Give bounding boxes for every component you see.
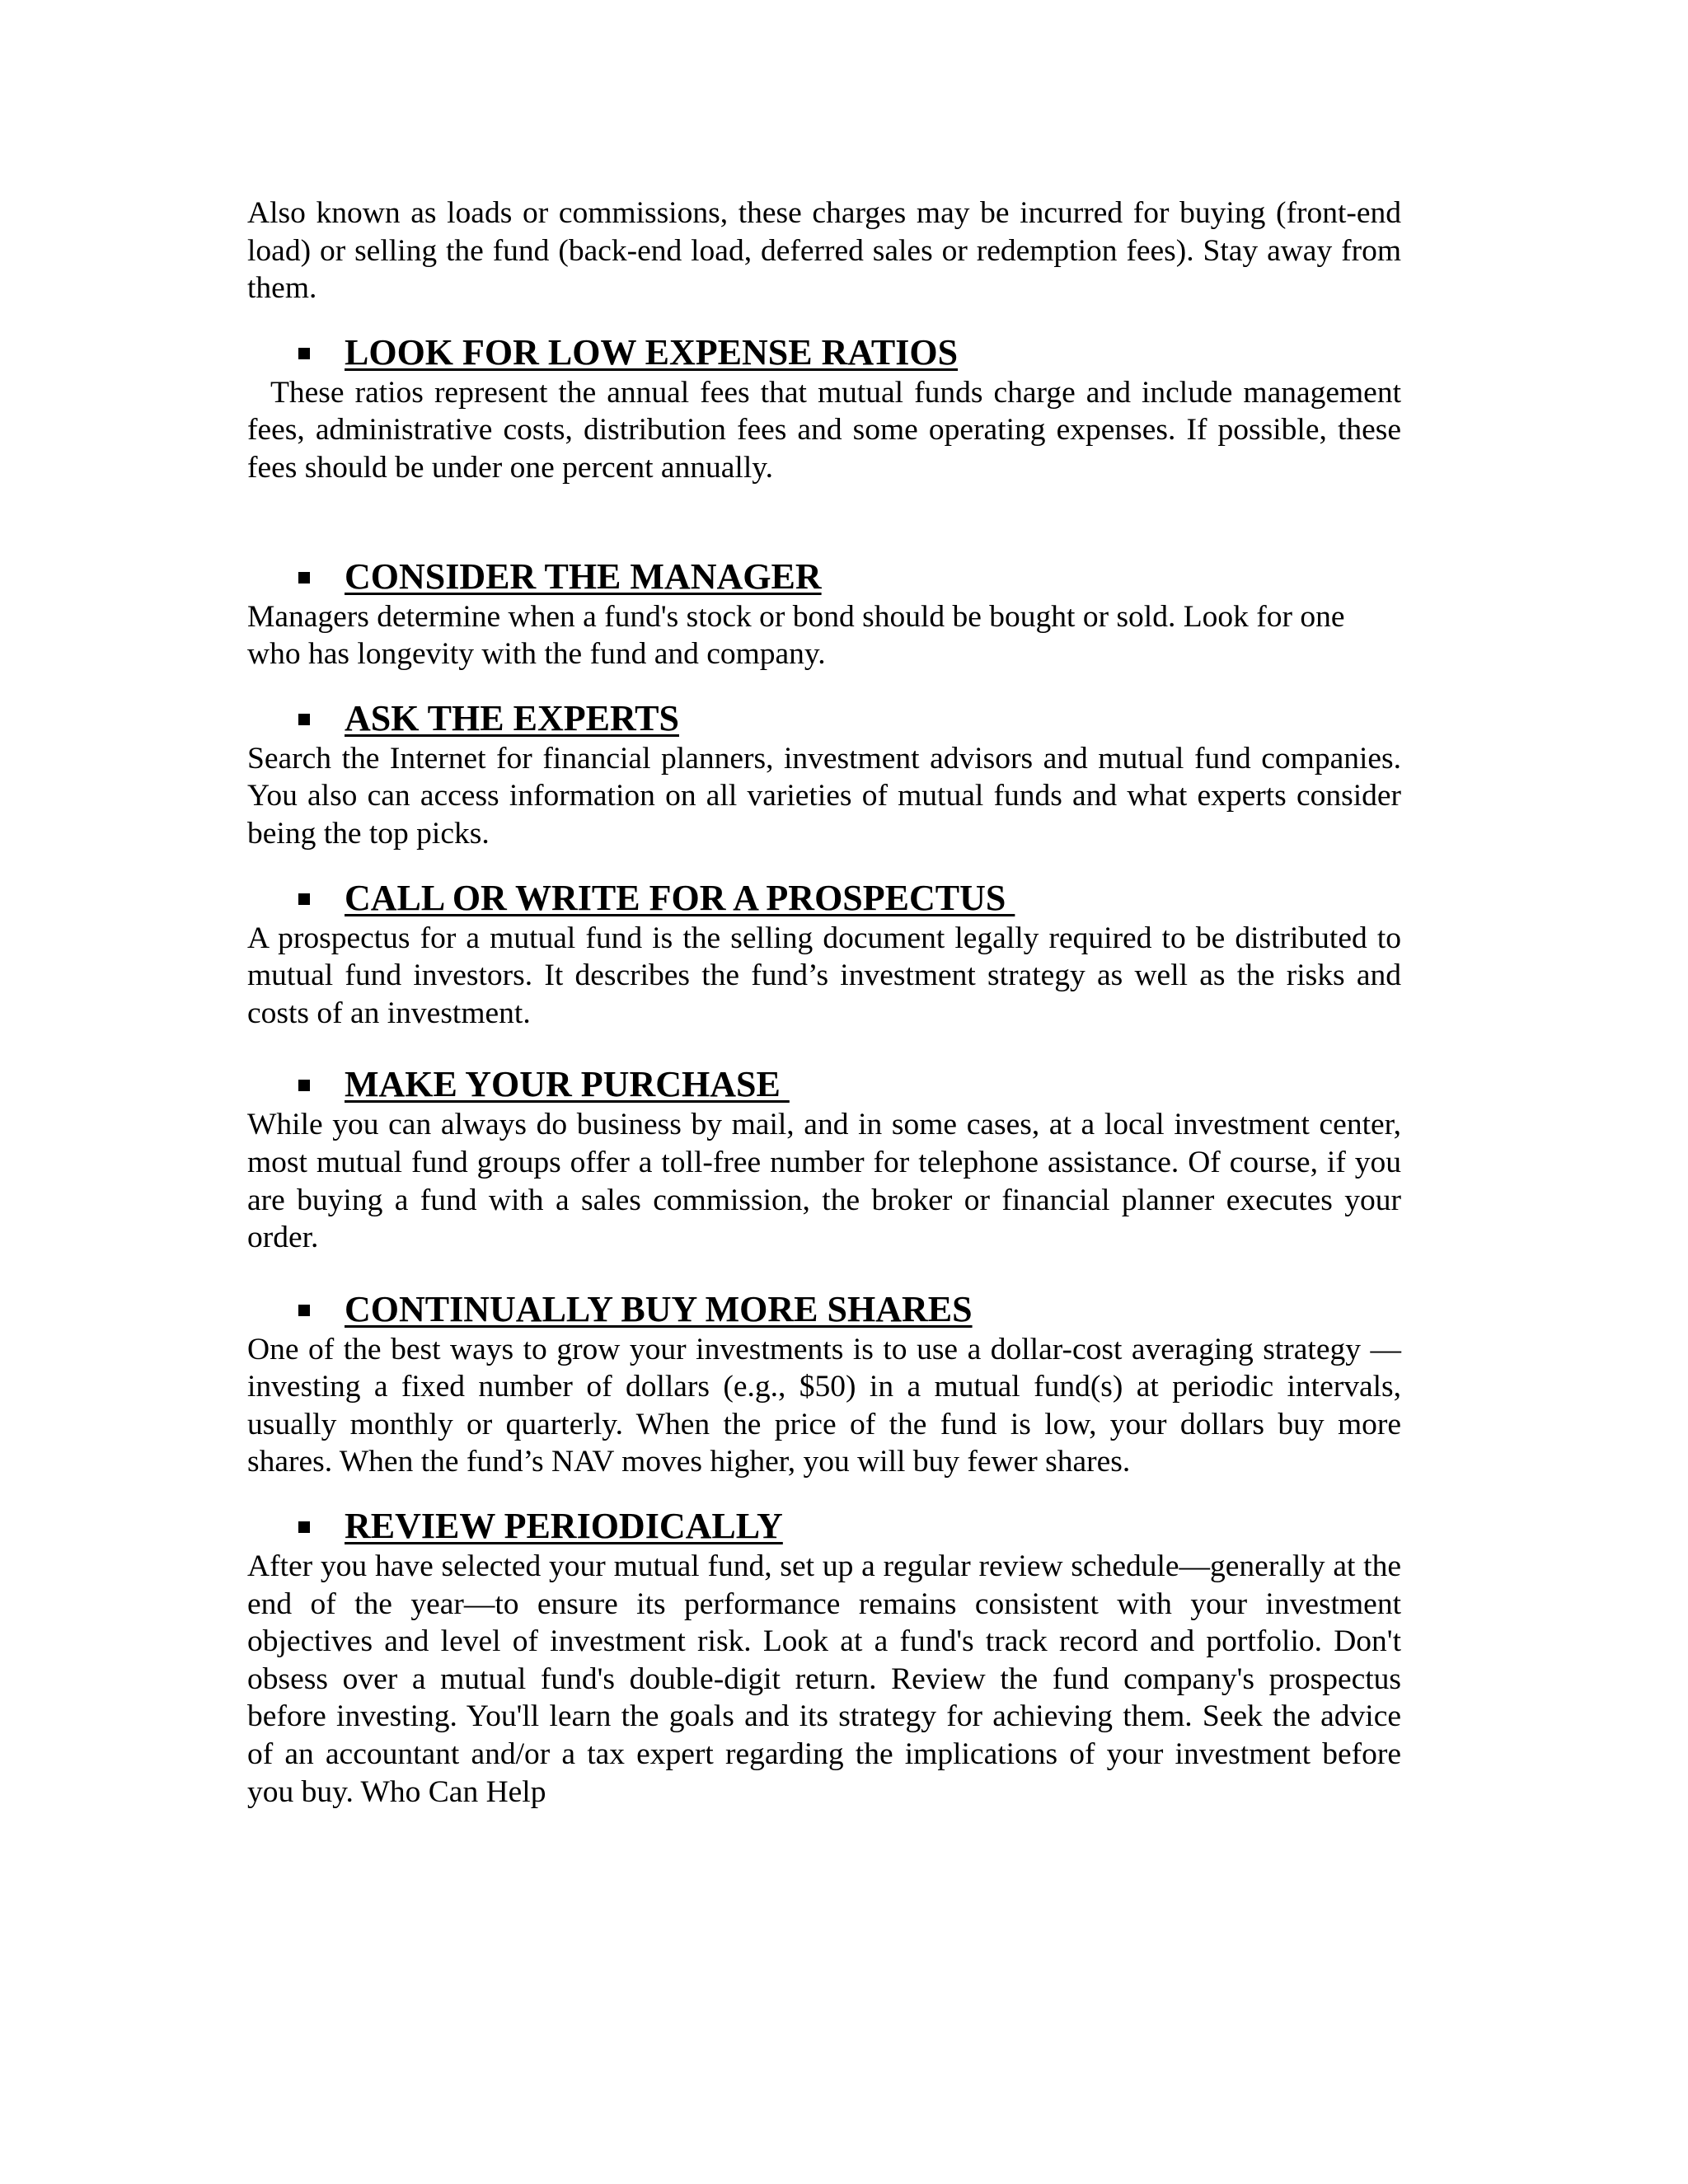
section-heading-manager <box>247 555 1401 598</box>
section-heading-prospectus <box>247 877 1401 920</box>
section-body-experts: Search the Internet for financial planners, investment advisors and mutual fund companies. You also can access information on all varieties of mutual funds and what experts consider being the top picks. <box>247 741 1401 851</box>
section-body-buy-more: One of the best ways to grow your investments is to use a dollar-cost averaging strategy —investing a fixed number of dollars (e.g., $50) in a mutual fund(s) at periodic intervals, usually monthly or quarterly. When the price of the fund is low, your dollars buy more shares. When the fund’s NAV moves higher, you will buy fewer shares. <box>247 1332 1401 1479</box>
square-bullet-icon <box>298 714 310 725</box>
section-heading-experts <box>247 697 1401 740</box>
section-heading-buy-more <box>247 1288 1401 1331</box>
section-body-expense-ratios: These ratios represent the annual fees that mutual funds charge and include management fees, administrative costs, distribution fees and some operating expenses. If possible, these fees should be under one percent annually. <box>247 375 1401 485</box>
heading-text: REVIEW PERIODICALLY <box>345 1506 783 1547</box>
section-heading-purchase <box>247 1063 1401 1106</box>
square-bullet-icon <box>298 572 310 583</box>
square-bullet-icon <box>298 1521 310 1533</box>
heading-text: CALL OR WRITE FOR A PROSPECTUS <box>345 877 1015 918</box>
square-bullet-icon <box>298 1080 310 1091</box>
heading-text: ASK THE EXPERTS <box>345 697 679 738</box>
heading-text: LOOK FOR LOW EXPENSE RATIOS <box>345 331 959 373</box>
section-heading-expense-ratios <box>247 331 1401 374</box>
square-bullet-icon <box>298 893 310 905</box>
section-body-prospectus: A prospectus for a mutual fund is the selling document legally required to be distributed to mutual fund investors. It describes the fund’s investment strategy as well as the risks and costs of an investment. <box>247 921 1401 1030</box>
section-body-manager: Managers determine when a fund's stock or bond should be bought or sold. Look for one who has longevity with the fund and company. <box>247 599 1345 672</box>
document-page <box>247 194 1401 1811</box>
section-heading-review <box>247 1505 1401 1548</box>
section-body-review: After you have selected your mutual fund, set up a regular review schedule—generally at the end of the year—to ensure its performance remains consistent with your investment objectives and level of investment risk. Look at a fund's track record and portfolio. Don't obsess over a mutual fund's double-digit return. Review the fund company's prospectus before investing. You'll learn the goals and its strategy for achieving them. Seek the advice of an accountant and/or a tax expert regarding the implications of your investment before you buy. Who Can Help <box>247 1549 1401 1809</box>
intro-paragraph: Also known as loads or commissions, these charges may be incurred for buying (front-end load) or selling the fund (back-end load, deferred sales or redemption fees). Stay away from them. <box>247 196 1401 306</box>
section-body-purchase: While you can always do business by mail, and in some cases, at a local investment center, most mutual fund groups offer a toll-free number for telephone assistance. Of course, if you are buying a fund with a sales commission, the broker or financial planner executes your order. <box>247 1108 1401 1255</box>
square-bullet-icon <box>298 1305 310 1316</box>
heading-text: MAKE YOUR PURCHASE <box>345 1064 790 1105</box>
square-bullet-icon <box>298 348 310 359</box>
heading-text: CONTINUALLY BUY MORE SHARES <box>345 1288 973 1329</box>
heading-text: CONSIDER THE MANAGER <box>345 555 822 597</box>
